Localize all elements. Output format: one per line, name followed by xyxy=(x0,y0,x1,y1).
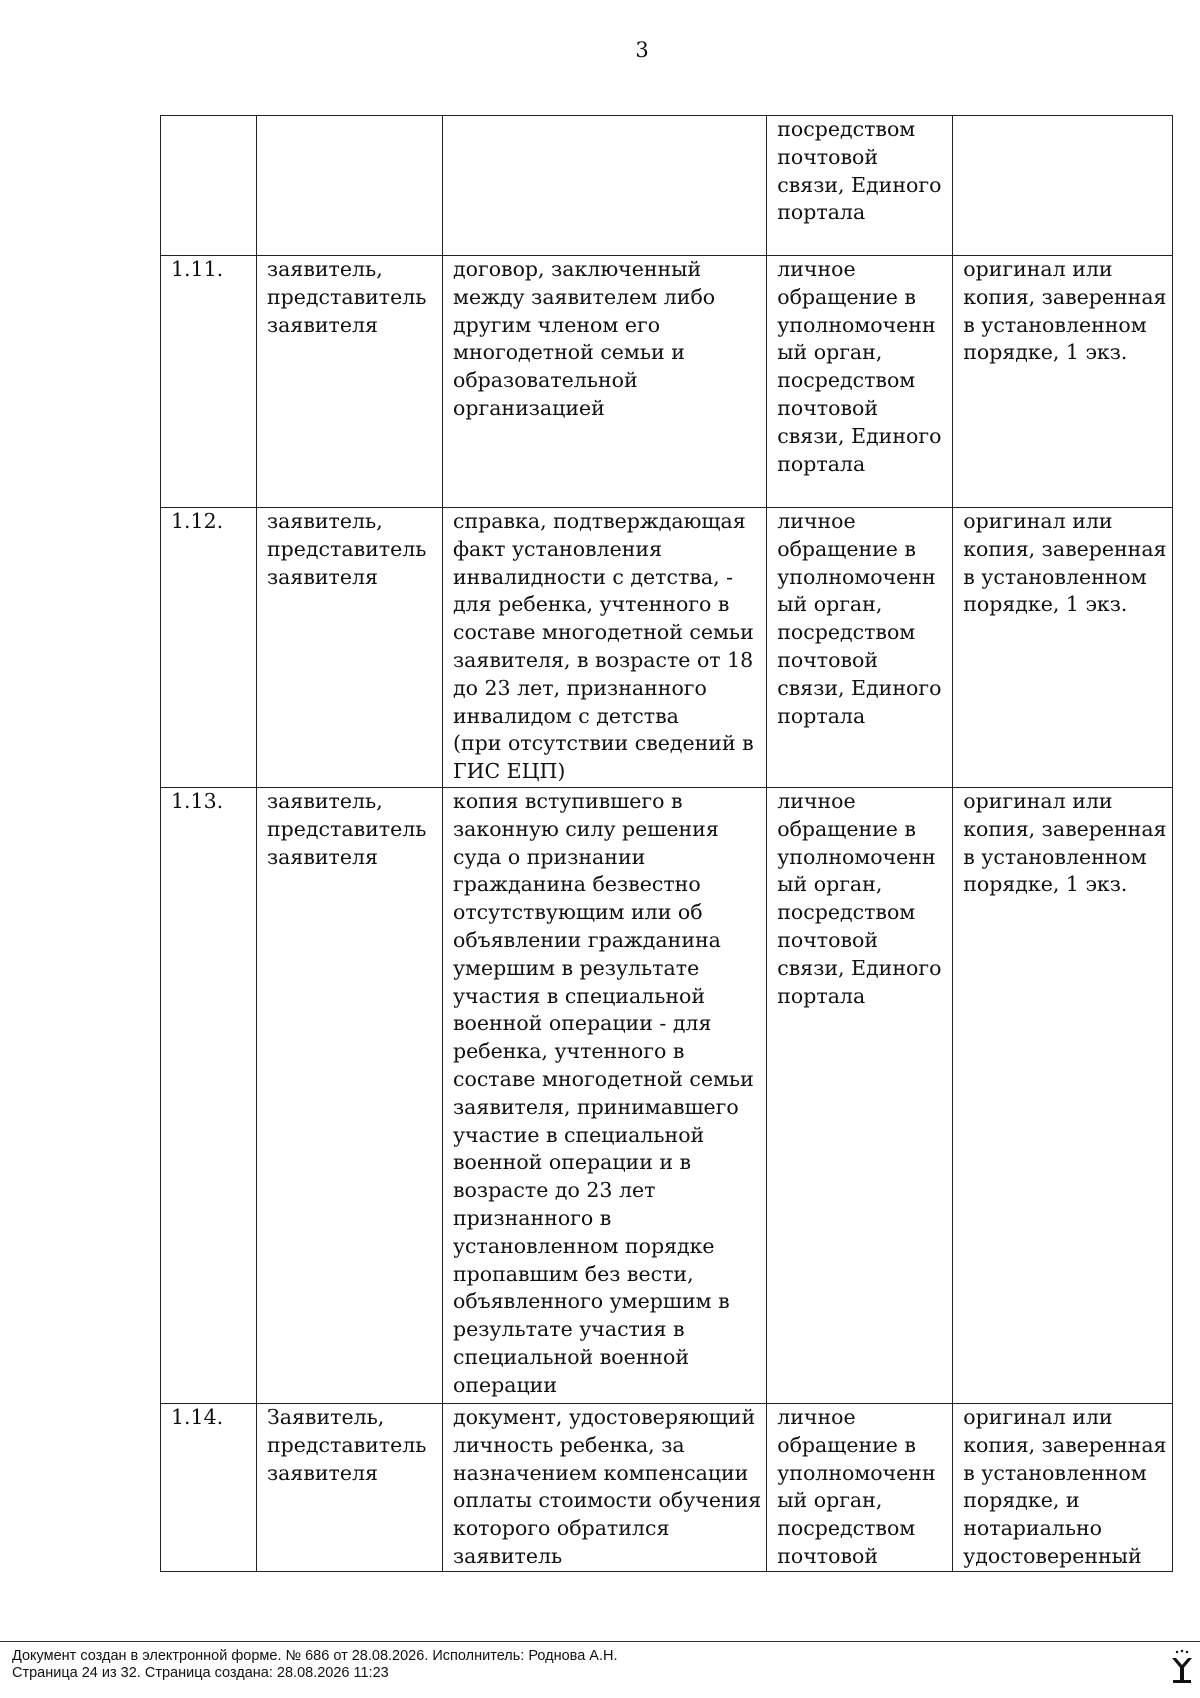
cell-line: установленном порядке xyxy=(453,1233,715,1258)
document-cell xyxy=(443,116,767,256)
cell-line: представитель xyxy=(267,816,427,841)
footer xyxy=(12,1648,618,1682)
cell-line: почтовой xyxy=(777,144,879,169)
footer-divider xyxy=(0,1641,1200,1642)
cell-line: почтовой xyxy=(777,1543,879,1568)
table-row xyxy=(161,508,1173,788)
submission-method-cell xyxy=(767,256,953,508)
cell-line: посредством xyxy=(777,1516,916,1541)
cell-line: заявителя xyxy=(267,844,378,869)
cell-line: посредством xyxy=(777,368,916,393)
cell-line: оплаты стоимости обучения xyxy=(453,1488,762,1513)
cell-line: посредством xyxy=(777,900,916,925)
cell-line: порядке, и xyxy=(963,1488,1080,1513)
cell-line: портала xyxy=(777,200,866,225)
cell-line: обращение в xyxy=(777,816,916,841)
cell-line: порядке, 1 экз. xyxy=(963,592,1128,617)
cell-line: порядке, 1 экз. xyxy=(963,340,1128,365)
cell-line: личное xyxy=(777,257,856,281)
footer-line-2: Страница 24 из 32. Страница создана: 28.08.2026 11:23 xyxy=(12,1665,389,1681)
document-cell xyxy=(443,1404,767,1572)
cell-line: связи, Единого xyxy=(777,172,942,197)
cell-line: ый орган, xyxy=(777,872,883,897)
table-row xyxy=(161,116,1173,256)
cell-line: личное xyxy=(777,1405,856,1429)
cell-line: посредством xyxy=(777,620,916,645)
cell-line: копия, заверенная xyxy=(963,816,1167,841)
cell-line: ГИС ЕЦП) xyxy=(453,759,566,784)
cell-line: другим членом его xyxy=(453,312,661,337)
cell-line: копия, заверенная xyxy=(963,536,1167,561)
cell-line: обращение в xyxy=(777,536,916,561)
cell-line: участие в специальной xyxy=(453,1122,705,1147)
cell-line: Заявитель, xyxy=(267,1405,385,1429)
cell-line: умершим в результате xyxy=(453,955,700,980)
cell-line: заявителя, принимавшего xyxy=(453,1094,739,1119)
cell-line: для ребенка, учтенного в xyxy=(453,592,730,617)
cell-line: обращение в xyxy=(777,284,916,309)
cell-line: оригинал или xyxy=(963,789,1113,813)
cell-line: почтовой xyxy=(777,647,879,672)
cell-line: ый орган, xyxy=(777,592,883,617)
cell-line: гражданина безвестно xyxy=(453,872,701,897)
cell-line: возрасте до 23 лет xyxy=(453,1178,656,1203)
cell-line: отсутствующим или об xyxy=(453,900,703,925)
cell-line: почтовой xyxy=(777,927,879,952)
submission-method-cell xyxy=(767,1404,953,1572)
cell-line: заявитель, xyxy=(267,789,383,813)
cell-line: портала xyxy=(777,703,866,728)
cell-line: заявитель xyxy=(453,1543,563,1568)
cell-line: личное xyxy=(777,509,856,533)
cell-line: в установленном xyxy=(963,844,1147,869)
cell-line: организацией xyxy=(453,395,605,420)
table-row xyxy=(161,256,1173,508)
submission-method-cell xyxy=(767,116,953,256)
cell-line: до 23 лет, признанного xyxy=(453,675,707,700)
cell-line: справка, подтверждающая xyxy=(453,509,746,533)
document-form-cell xyxy=(953,116,1172,256)
cell-line: нотариально xyxy=(963,1516,1102,1541)
applicant-cell xyxy=(257,256,443,508)
cell-line: ый орган, xyxy=(777,340,883,365)
cell-line: в установленном xyxy=(963,1460,1147,1485)
row-number-cell xyxy=(161,116,257,256)
cell-line: составе многодетной семьи xyxy=(453,1066,754,1091)
cell-line: документ, удостоверяющий xyxy=(453,1405,756,1429)
cell-line: уполномоченн xyxy=(777,564,936,589)
cell-line: в установленном xyxy=(963,564,1147,589)
cell-line: признанного в xyxy=(453,1205,612,1230)
cell-line: связи, Единого xyxy=(777,955,942,980)
cell-line: посредством xyxy=(777,117,916,141)
table-row xyxy=(161,1404,1173,1572)
cell-line: 1.12. xyxy=(171,509,224,533)
cell-line: законную силу решения xyxy=(453,816,719,841)
cell-line: объявленного умершим в xyxy=(453,1289,730,1314)
cell-line: суда о признании xyxy=(453,844,646,869)
document-form-cell xyxy=(953,256,1172,508)
cell-line: назначением компенсации xyxy=(453,1460,749,1485)
cell-line: многодетной семьи и xyxy=(453,340,685,365)
cell-line: инвалидности с детства, - xyxy=(453,564,734,589)
document-form-cell xyxy=(953,788,1172,1404)
cell-line: военной операции и в xyxy=(453,1150,692,1175)
cell-line: связи, Единого xyxy=(777,675,942,700)
cell-line: удостоверенный xyxy=(963,1543,1142,1568)
cell-line: копия, заверенная xyxy=(963,1432,1167,1457)
cell-line: факт установления xyxy=(453,536,663,561)
cell-line: инвалидом с детства xyxy=(453,703,679,728)
page-number: 3 xyxy=(635,38,649,62)
cell-line: операции xyxy=(453,1372,557,1397)
municipal-emblem-icon xyxy=(1170,1648,1194,1684)
cell-line: порядке, 1 экз. xyxy=(963,872,1128,897)
cell-line: уполномоченн xyxy=(777,844,936,869)
cell-line: составе многодетной семьи xyxy=(453,620,754,645)
cell-line: 1.14. xyxy=(171,1405,224,1429)
cell-line: уполномоченн xyxy=(777,312,936,337)
applicant-cell xyxy=(257,116,443,256)
cell-line: военной операции - для xyxy=(453,1011,712,1036)
cell-line: заявитель, xyxy=(267,509,383,533)
cell-line: пропавшим без вести, xyxy=(453,1261,694,1286)
row-number-cell xyxy=(161,256,257,508)
cell-line: заявителя xyxy=(267,564,378,589)
cell-line: личность ребенка, за xyxy=(453,1432,685,1457)
submission-method-cell xyxy=(767,508,953,788)
cell-line: уполномоченн xyxy=(777,1460,936,1485)
cell-line: представитель xyxy=(267,284,427,309)
cell-line: специальной военной xyxy=(453,1344,690,1369)
cell-line: портала xyxy=(777,983,866,1008)
table-row xyxy=(161,788,1173,1404)
row-number-cell xyxy=(161,508,257,788)
cell-line: (при отсутствии сведений в xyxy=(453,731,754,756)
document-cell xyxy=(443,788,767,1404)
cell-line: ребенка, учтенного в xyxy=(453,1039,685,1064)
cell-line: копия, заверенная xyxy=(963,284,1167,309)
footer-line-1: Документ создан в электронной форме. № 686 от 28.08.2026. Исполнитель: Роднова А.Н. xyxy=(12,1648,618,1664)
documents-table xyxy=(160,115,1173,1572)
cell-line: заявитель, xyxy=(267,257,383,281)
cell-line: оригинал или xyxy=(963,257,1113,281)
document-form-cell xyxy=(953,1404,1172,1572)
cell-line: между заявителем либо xyxy=(453,284,716,309)
document-cell xyxy=(443,508,767,788)
cell-line: представитель xyxy=(267,1432,427,1457)
applicant-cell xyxy=(257,788,443,1404)
document-form-cell xyxy=(953,508,1172,788)
cell-line: которого обратился xyxy=(453,1516,670,1541)
cell-line: личное xyxy=(777,789,856,813)
cell-line: копия вступившего в xyxy=(453,789,683,813)
cell-line: почтовой xyxy=(777,395,879,420)
cell-line: объявлении гражданина xyxy=(453,927,721,952)
cell-line: оригинал или xyxy=(963,1405,1113,1429)
cell-line: обращение в xyxy=(777,1432,916,1457)
applicant-cell xyxy=(257,508,443,788)
cell-line: портала xyxy=(777,451,866,476)
applicant-cell xyxy=(257,1404,443,1572)
cell-line: образовательной xyxy=(453,368,638,393)
cell-line: 1.11. xyxy=(171,257,224,281)
row-number-cell xyxy=(161,1404,257,1572)
cell-line: заявителя, в возрасте от 18 xyxy=(453,647,754,672)
cell-line: в установленном xyxy=(963,312,1147,337)
submission-method-cell xyxy=(767,788,953,1404)
cell-line: участия в специальной xyxy=(453,983,706,1008)
cell-line: заявителя xyxy=(267,1460,378,1485)
cell-line: представитель xyxy=(267,536,427,561)
cell-line: результате участия в xyxy=(453,1317,685,1342)
cell-line: ый орган, xyxy=(777,1488,883,1513)
cell-line: 1.13. xyxy=(171,789,224,813)
cell-line: связи, Единого xyxy=(777,423,942,448)
cell-line: договор, заключенный xyxy=(453,257,702,281)
cell-line: оригинал или xyxy=(963,509,1113,533)
document-cell xyxy=(443,256,767,508)
row-number-cell xyxy=(161,788,257,1404)
cell-line: заявителя xyxy=(267,312,378,337)
